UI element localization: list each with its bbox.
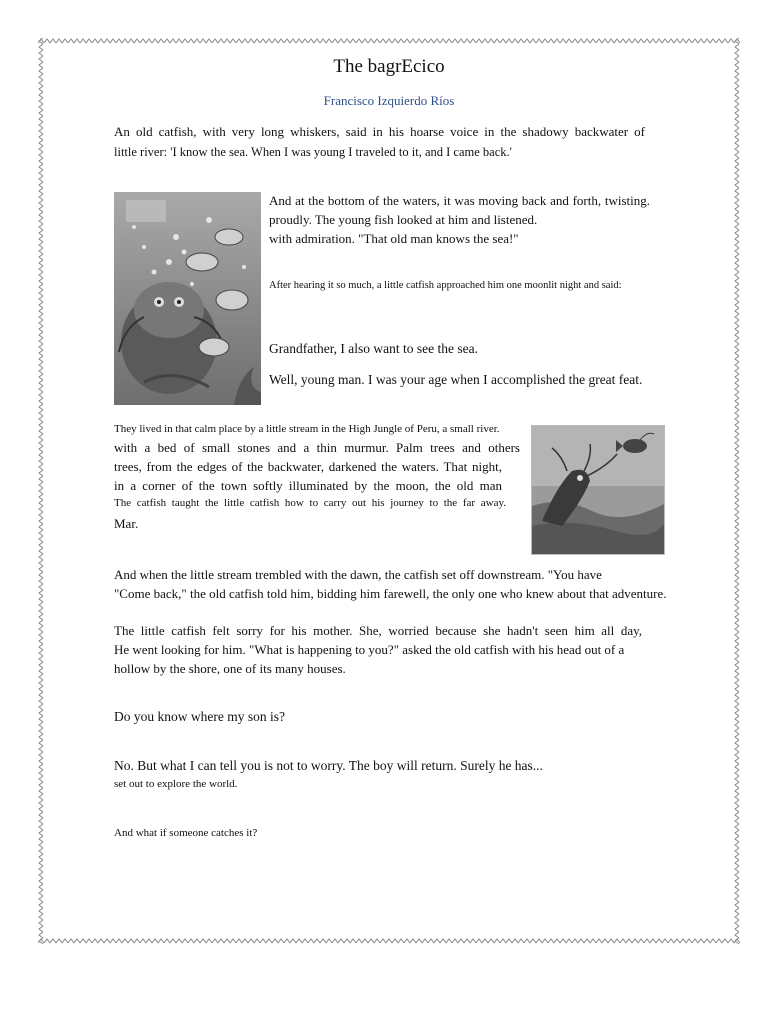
section1-dialog-2: Well, young man. I was your age when I accomplished the great feat. bbox=[269, 372, 643, 387]
intro-line-2: little river: 'I know the sea. When I was young I traveled to it, and I came back.' bbox=[114, 145, 512, 159]
dialog-question-1: Do you know where my son is? bbox=[114, 709, 285, 724]
dialog-answer-1-line-1: No. But what I can tell you is not to worry. The boy will return. Surely he has... bbox=[114, 758, 543, 773]
section2-line-5: The catfish taught the little catfish how to carry out his journey to the far away. bbox=[114, 497, 506, 509]
section2-line-4: in a corner of the town softly illuminated by the moon, the old man bbox=[114, 478, 502, 493]
section4-line-1: The little catfish felt sorry for his mother. She, worried because she hadn't seen him all day, bbox=[114, 623, 642, 638]
intro-line-1: An old catfish, with very long whiskers, said in his hoarse voice in the shadowy backwater of bbox=[114, 124, 645, 139]
section2-line-1: They lived in that calm place by a little stream in the High Jungle of Peru, a small river. bbox=[114, 423, 500, 435]
section4-line-3: hollow by the shore, one of its many houses. bbox=[114, 661, 346, 676]
catfish-illustration bbox=[114, 192, 261, 405]
section1-line-1: And at the bottom of the waters, it was moving back and forth, twisting. bbox=[269, 193, 650, 208]
section1-small: After hearing it so much, a little catfish approached him one moonlit night and said: bbox=[269, 280, 622, 291]
swimming-catfish-illustration bbox=[531, 425, 665, 555]
dialog-answer-1-line-2: set out to explore the world. bbox=[114, 778, 238, 790]
section1-line-3: with admiration. "That old man knows the sea!" bbox=[269, 231, 519, 246]
story-title: The bagrEcico bbox=[333, 56, 445, 77]
section2-line-3: trees, from the edges of the backwater, darkened the waters. That night, bbox=[114, 459, 502, 474]
section1-dialog-1: Grandfather, I also want to see the sea. bbox=[269, 341, 478, 356]
section2-line-2: with a bed of small stones and a thin murmur. Palm trees and others bbox=[114, 440, 520, 455]
section1-line-2: proudly. The young fish looked at him and listened. bbox=[269, 212, 538, 227]
section2-line-6: Mar. bbox=[114, 516, 139, 531]
section3-line-1: And when the little stream trembled with the dawn, the catfish set off downstream. "You have bbox=[114, 567, 602, 582]
story-author: Francisco Izquierdo Ríos bbox=[323, 93, 455, 108]
section4-line-2: He went looking for him. "What is happening to you?" asked the old catfish with his head out of a bbox=[114, 642, 625, 657]
dialog-question-2: And what if someone catches it? bbox=[114, 827, 258, 839]
section3-line-2: "Come back," the old catfish told him, bidding him farewell, the only one who knew about that adventure. bbox=[114, 586, 667, 601]
